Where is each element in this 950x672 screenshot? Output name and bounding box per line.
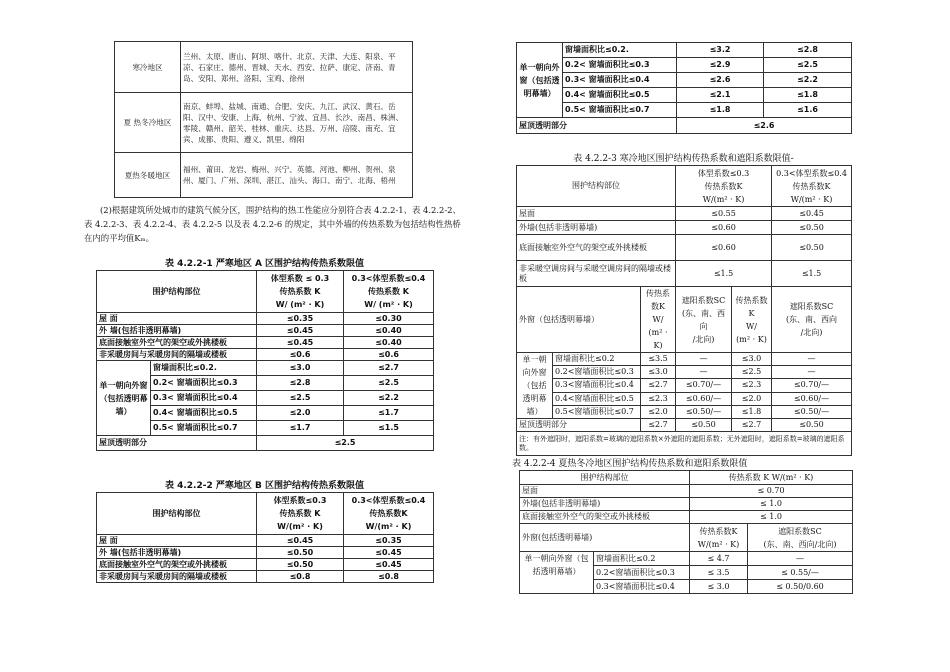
- table-row-part: 屋 面: [97, 313, 257, 325]
- table-cell: ≤0.50: [772, 235, 852, 261]
- window-group-label: 单一朝向外窗（包括透明幕墙）: [97, 361, 151, 436]
- table-cell: ≤0.60/—: [772, 392, 852, 405]
- table-cell: ≤2.0: [641, 405, 676, 418]
- table-cell: ≤2.7: [732, 419, 772, 432]
- table-cell: ≤2.5: [732, 366, 772, 379]
- table-cell: ≤1.5: [676, 261, 772, 287]
- window-ratio: 窗墙面积比≤0.2: [553, 353, 641, 366]
- window-ratio: 0.2< 窗墙面积比≤0.3: [151, 376, 257, 391]
- table-cell: ≤0.45: [257, 535, 344, 547]
- table-cell: ≤2.0: [257, 406, 344, 421]
- roof-window-part: 屋顶透明部分: [97, 436, 257, 451]
- table-3-window-head-sc2: 遮阳系数SC (东、南、西向 /北向): [772, 287, 852, 353]
- zone-name: 寒冷地区: [115, 42, 181, 93]
- table-cell: ≤1.8: [764, 88, 852, 103]
- table-cell: ≤0.50: [772, 419, 852, 432]
- table-3-window-head-k2: 传热系数K W/ (m² · K): [732, 287, 772, 353]
- table-3-window-head-sc1: 遮阳系数SC (东、南、西向 /北向): [676, 287, 732, 353]
- table-3-head-a: 体型系数≤0.3 传热系数K W/(m² · K): [676, 166, 772, 207]
- table-3-head-part: 围护结构部位: [517, 166, 676, 207]
- table-cell: ≤0.50/—: [676, 405, 732, 418]
- table-cell: ≤0.70/—: [772, 379, 852, 392]
- window-ratio: 窗墙面积比≤0.2: [594, 552, 690, 566]
- table-cell: ≤1.8: [732, 405, 772, 418]
- table-1: [96, 270, 434, 451]
- table-cell: ≤2.5: [344, 376, 434, 391]
- table-row-part: 底面接触室外空气的架空或外挑楼板: [97, 559, 257, 571]
- table-cell: ≤3.0: [732, 353, 772, 366]
- table-cell: ≤0.45: [257, 337, 344, 349]
- table-cell: ≤ 0.50/0.60: [748, 580, 853, 594]
- window-ratio: 0.5< 窗墙面积比≤0.7: [151, 421, 257, 436]
- window-ratio: 0.3<窗墙面积比≤0.4: [594, 580, 690, 594]
- zone-cities: 福州、莆田、龙岩、梅州、兴宁、英德、河池、柳州、贺州、泉州、厦门、广州、深圳、湛江、汕头、海口、南宁、北海、梧州: [181, 153, 413, 198]
- table-row-part: 底面接触室外空气的架空或外挑楼板: [517, 235, 676, 261]
- table-cell: ≤0.8: [344, 571, 434, 583]
- window-ratio: 0.5< 窗墙面积比≤0.7: [563, 103, 677, 118]
- table-cell: ≤2.0: [732, 392, 772, 405]
- table-cell: ≤2.6: [677, 118, 852, 134]
- table-2-continued: [516, 42, 852, 134]
- table-cell: ≤0.6: [344, 349, 434, 361]
- table-cell: ≤0.70/—: [676, 379, 732, 392]
- table-cell: ≤1.7: [257, 421, 344, 436]
- table-cell: ≤0.60: [676, 221, 772, 235]
- table-cell: ≤2.9: [677, 58, 764, 73]
- table-cell: ≤2.6: [677, 73, 764, 88]
- table-cell: ≤0.50: [772, 221, 852, 235]
- table-4-head-part: 围护结构部位: [520, 471, 690, 485]
- table-cell: —: [772, 366, 852, 379]
- zone-name: 夏 热冬冷地区: [115, 93, 181, 153]
- window-ratio: 0.4< 窗墙面积比≤0.5: [151, 406, 257, 421]
- zone-cities: 兰州、太原、唐山、阿坝、喀什、北京、天津、大连、阳泉、平凉、石家庄、德州、晋城、天水、西安、拉萨、康定、济南、青岛、安阳、郑州、洛阳、宝鸡、徐州: [181, 42, 413, 93]
- table-row-part: 外墙(包括非透明幕墙): [517, 221, 676, 235]
- table-3-windows: [516, 286, 852, 456]
- table-cell: ≤0.60/—: [676, 392, 732, 405]
- window-group-label: 单一朝向外窗（包括透明幕墙）: [520, 552, 594, 594]
- table-row-part: 非采暖房间与采暖房间的隔墙或楼板: [97, 571, 257, 583]
- table-row-part: 屋面: [517, 207, 676, 221]
- table-cell: ≤2.7: [641, 419, 676, 432]
- table-3-note: 注：有外遮阳时，遮阳系数=玻璃的遮阳系数×外遮阳的遮阳系数；无外遮阳时，遮阳系数=玻璃的遮阳系数。: [517, 432, 852, 456]
- window-ratio: 0.4<窗墙面积比≤0.5: [553, 392, 641, 405]
- table-cell: ≤0.50: [257, 559, 344, 571]
- table-2: [96, 492, 434, 583]
- window-ratio: 0.3< 窗墙面积比≤0.4: [151, 391, 257, 406]
- table-cell: ≤2.7: [344, 361, 434, 376]
- table-cell: ≤0.35: [257, 313, 344, 325]
- table-4-window-head-k: 传热系数K W/(m² · K): [690, 524, 748, 552]
- table-4-window-head-sc: 遮阳系数SC (东、南、西向/北向): [748, 524, 853, 552]
- window-ratio: 窗墙面积比≤0.2.: [151, 361, 257, 376]
- table-cell: —: [772, 353, 852, 366]
- table-1-head-b: 0.3<体型系数≤0.4 传热系数 K W/ (m² · K): [344, 271, 434, 313]
- table-cell: ≤1.6: [764, 103, 852, 118]
- table-row-part: 非采暖空调房间与采暖空调房间的隔墙或楼板: [517, 261, 676, 287]
- table-row-part: 外墙(包括非透明幕墙): [520, 498, 690, 511]
- window-ratio: 0.5<窗墙面积比≤0.7: [553, 405, 641, 418]
- table-cell: ≤ 4.7: [690, 552, 748, 566]
- table-cell: ≤2.5: [764, 58, 852, 73]
- table-3-head-b: 0.3<体型系数≤0.4 传热系数K W/(m² · K): [772, 166, 852, 207]
- table-cell: ≤ 0.70: [690, 485, 853, 498]
- table-cell: ≤0.50: [257, 547, 344, 559]
- table-cell: ≤ 0.55/—: [748, 566, 853, 580]
- table-cell: ≤ 3.0: [690, 580, 748, 594]
- table-1-head-a: 体型系数 ≤ 0.3 传热系数 K W/ (m² · K): [257, 271, 344, 313]
- table-cell: ≤1.5: [772, 261, 852, 287]
- table-row-part: 屋 面: [97, 535, 257, 547]
- table-cell: ≤2.3: [732, 379, 772, 392]
- table-cell: ≤1.5: [344, 421, 434, 436]
- window-group-label: 单一朝向外窗（包括透明幕墙）: [517, 43, 563, 118]
- roof-window-part: 屋顶透明部分: [517, 118, 677, 134]
- table-row-part: 外 墙(包括非透明幕墙): [97, 547, 257, 559]
- table-row-part: 外 墙(包括非透明幕墙): [97, 325, 257, 337]
- climate-zone-table: [114, 41, 413, 198]
- table-2-head-a: 体型系数≤0.3 传热系数 K W/(m² · K): [257, 493, 344, 535]
- table-cell: ≤2.5: [257, 391, 344, 406]
- table-cell: ≤ 3.5: [690, 566, 748, 580]
- table-3-window-head: 外窗（包括透明幕墙）: [517, 287, 641, 353]
- table-cell: ≤0.45: [344, 559, 434, 571]
- table-row-part: 非采暖房间与采暖房间的隔墙或楼板: [97, 349, 257, 361]
- window-group-label: 单一朝向外窗（包括透明幕墙）: [517, 353, 553, 419]
- table-3-title: 表 4.2.2-3 寒冷地区围护结构传热系数和遮阳系数限值-: [573, 154, 794, 164]
- table-1-title: 表 4.2.2-1 严寒地区 A 区围护结构传热系数限值: [164, 259, 365, 269]
- table-cell: ≤0.40: [344, 337, 434, 349]
- table-cell: ≤0.60: [676, 235, 772, 261]
- table-cell: ≤2.8: [257, 376, 344, 391]
- table-cell: ≤3.0: [257, 361, 344, 376]
- table-cell: ≤3.5: [641, 353, 676, 366]
- table-row-part: 屋面: [520, 485, 690, 498]
- table-cell: ≤2.5: [257, 436, 434, 451]
- body-paragraph: (2)根据建筑所处城市的建筑气候分区，围护结构的热工性能应分别符合表 4.2.2-1、表 4.2.2-2、表 4.2.2-3、表 4.2.2-4、表 4.2.2-5 以及表 4.2.2-6 的规定，其中外墙的传热系数为包括结构性热桥在内的平均值Kₘ。: [84, 205, 461, 243]
- table-cell: ≤0.35: [344, 535, 434, 547]
- table-cell: ≤0.45: [772, 207, 852, 221]
- table-cell: ≤0.45: [344, 547, 434, 559]
- table-cell: ≤0.50: [676, 419, 732, 432]
- table-row-part: 底面接触室外空气的架空或外挑楼板: [97, 337, 257, 349]
- table-cell: ≤0.8: [257, 571, 344, 583]
- window-ratio: 0.3<窗墙面积比≤0.4: [553, 379, 641, 392]
- table-4: [519, 470, 853, 594]
- table-2-head-b: 0.3<体型系数≤0.4 传热系数K W/(m² · K): [344, 493, 434, 535]
- window-ratio: 0.2< 窗墙面积比≤0.3: [563, 58, 677, 73]
- table-cell: —: [676, 366, 732, 379]
- table-4-window-head: 外窗(包括透明幕墙): [520, 524, 690, 552]
- table-cell: ≤3.2: [677, 43, 764, 58]
- table-cell: ≤ 1.0: [690, 511, 853, 524]
- window-ratio: 0.3< 窗墙面积比≤0.4: [563, 73, 677, 88]
- table-cell: —: [676, 353, 732, 366]
- table-cell: ≤2.2: [344, 391, 434, 406]
- table-3-window-head-k1: 传热系数K W/ (m² · K): [641, 287, 676, 353]
- zone-name: 夏热冬暖地区: [115, 153, 181, 198]
- window-ratio: 0.2<窗墙面积比≤0.3: [594, 566, 690, 580]
- table-2-head-part: 围护结构部位: [97, 493, 257, 535]
- table-row-part: 底面接触室外空气的架空或外挑楼板: [520, 511, 690, 524]
- window-ratio: 0.2<窗墙面积比≤0.3: [553, 366, 641, 379]
- table-cell: ≤1.8: [677, 103, 764, 118]
- table-4-head-k: 传热系数 K W/(m² · K): [690, 471, 853, 485]
- table-cell: ≤0.6: [257, 349, 344, 361]
- table-cell: —: [748, 552, 853, 566]
- table-cell: ≤3.0: [641, 366, 676, 379]
- table-cell: ≤0.50/—: [772, 405, 852, 418]
- table-cell: ≤ 1.0: [690, 498, 853, 511]
- table-2-title: 表 4.2.2-2 严寒地区 B 区围护结构传热系数限值: [164, 481, 365, 491]
- roof-window-part: 屋顶透明部分: [517, 419, 641, 432]
- table-cell: ≤2.8: [764, 43, 852, 58]
- window-ratio: 窗墙面积比≤0.2.: [563, 43, 677, 58]
- table-cell: ≤0.30: [344, 313, 434, 325]
- table-cell: ≤2.3: [641, 392, 676, 405]
- table-cell: ≤2.2: [764, 73, 852, 88]
- table-cell: ≤0.45: [257, 325, 344, 337]
- table-cell: ≤2.1: [677, 88, 764, 103]
- table-3: [516, 165, 852, 287]
- zone-cities: 南京、蚌埠、盐城、南通、合肥、安庆、九江、武汉、黄石、岳阳、汉中、安康、上海、杭州、宁波、宜昌、长沙、南昌、株洲、零陵、赣州、韶关、桂林、重庆、达县、万州、涪陵、南充、宜宾、成都、贵阳、遵义、凯里、绵阳: [181, 93, 413, 153]
- table-1-head-part: 围护结构部位: [97, 271, 257, 313]
- table-4-title: 表 4.2.2-4 夏热冬冷地区围护结构传热系数和遮阳系数限值: [512, 459, 748, 469]
- table-cell: ≤0.55: [676, 207, 772, 221]
- table-cell: ≤2.7: [641, 379, 676, 392]
- table-cell: ≤0.40: [344, 325, 434, 337]
- window-ratio: 0.4< 窗墙面积比≤0.5: [563, 88, 677, 103]
- table-cell: ≤1.7: [344, 406, 434, 421]
